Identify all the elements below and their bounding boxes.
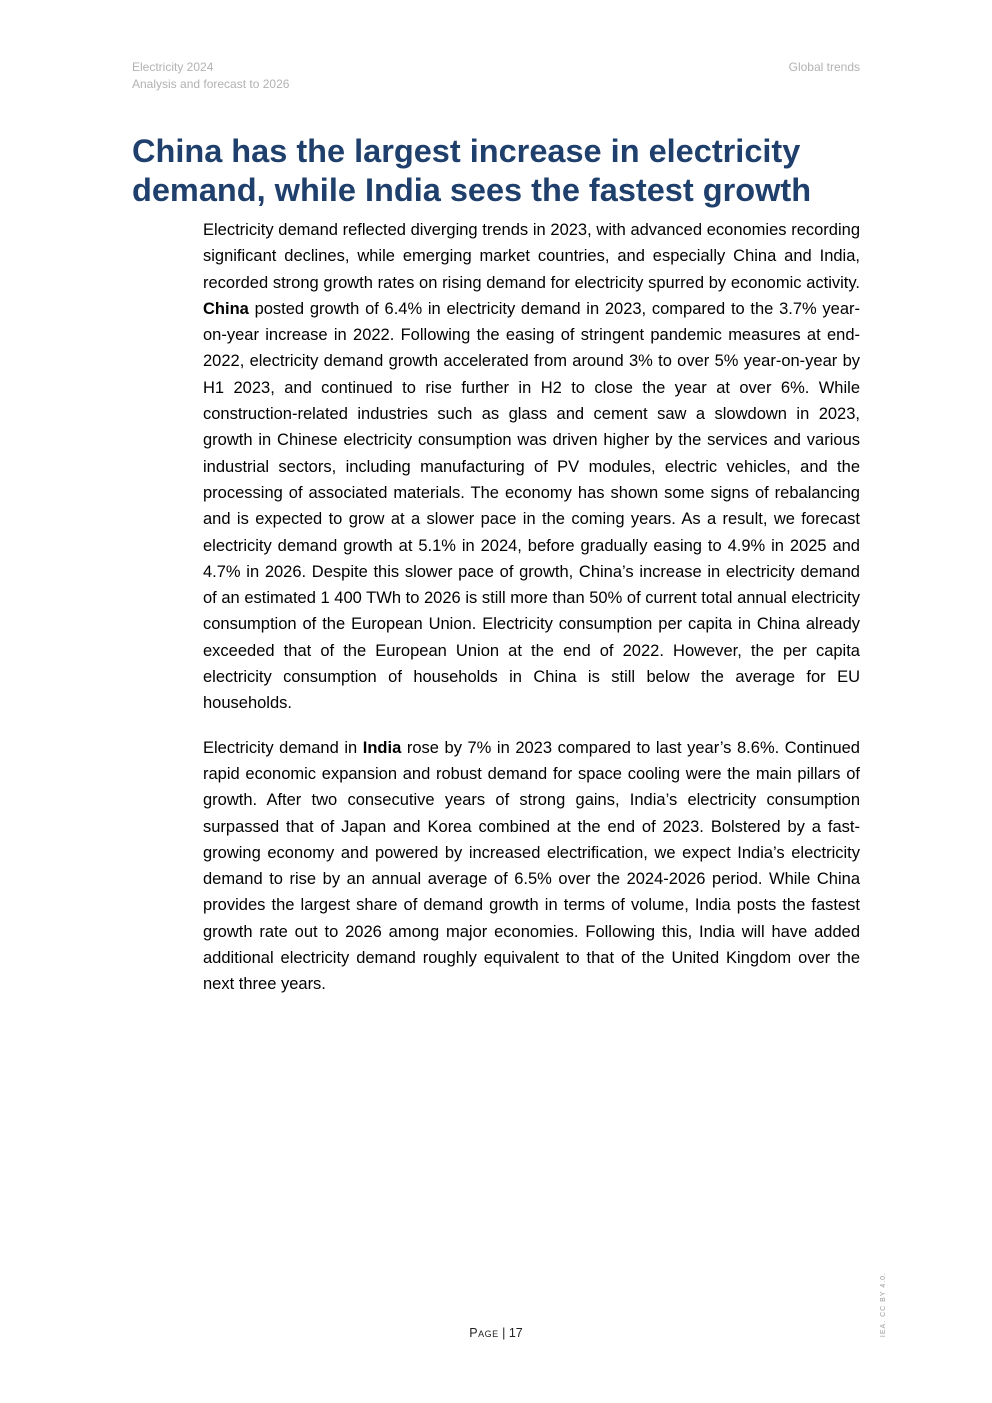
report-title: Electricity 2024 [132, 60, 214, 74]
body-text [203, 217, 860, 1016]
page-number: 17 [508, 1326, 523, 1340]
report-subtitle: Analysis and forecast to 2026 [132, 77, 290, 91]
running-header-left [132, 59, 289, 93]
page-separator: | [498, 1326, 509, 1340]
paragraph-india [203, 735, 860, 998]
paragraph-india-rest: rose by 7% in 2023 compared to last year’s 8.6%. Continued rapid economic expansion and robust demand for space cooling were the main pillars of growth. After two consecutive years of strong gains, India’s electricity consumption surpassed that of Japan and Korea combined at the end of 2023. Bolstered by a fast-growing economy and powered by increased electrification, we expect India’s electricity demand to rise by an annual average of 6.5% over the 2024-2026 period. While China provides the largest share of demand growth in terms of volume, India posts the fastest growth rate out to 2026 among major economies. Following this, India will have added additional electricity demand roughly equivalent to that of the United Kingdom over the next three years. [203, 738, 860, 994]
india-bold: India [362, 738, 402, 757]
paragraph-china [203, 217, 860, 717]
section-label: Global trends [788, 60, 860, 74]
paragraph-china-rest: posted growth of 6.4% in electricity demand in 2023, compared to the 3.7% year-on-year increase in 2022. Following the easing of stringent pandemic measures at end-2022, electricity demand growth accelerated from around 3% to over 5% year-on-year by H1 2023, and continued to rise further in H2 to close the year at over 6%. While construction-related industries such as glass and cement saw a slowdown in 2023, growth in Chinese electricity consumption was driven higher by the services and various industrial sectors, including manufacturing of PV modules, electric vehicles, and the processing of associated materials. The economy has shown some signs of rebalancing and is expected to grow at a slower pace in the coming years. As a result, we forecast electricity demand growth at 5.1% in 2024, before gradually easing to 4.9% in 2025 and 4.7% in 2026. Despite this slower pace of growth, China’s increase in electricity demand of an estimated 1 400 TWh to 2026 is still more than 50% of current total annual electricity consumption of the European Union. Electricity consumption per capita in China already exceeded that of the European Union at the end of 2022. However, the per capita electricity consumption of households in China is still below the average for EU households. [203, 299, 860, 713]
paragraph-india-intro: Electricity demand in [203, 738, 363, 757]
paragraph-china-intro: Electricity demand reflected diverging trends in 2023, with advanced economies recording significant declines, while emerging market countries, and especially China and India, recorded strong growth rates on rising demand for electricity spurred by economic activity. [203, 221, 860, 292]
page-label: Page [469, 1326, 499, 1340]
heading-line-1: China has the largest increase in electricity [132, 133, 801, 169]
page-footer [0, 1326, 992, 1340]
page-heading [132, 132, 872, 210]
china-bold: China [203, 299, 249, 318]
heading-line-2: demand, while India sees the fastest growth [132, 172, 812, 208]
license-note: IEA. CC BY 4.0. [880, 1272, 887, 1338]
